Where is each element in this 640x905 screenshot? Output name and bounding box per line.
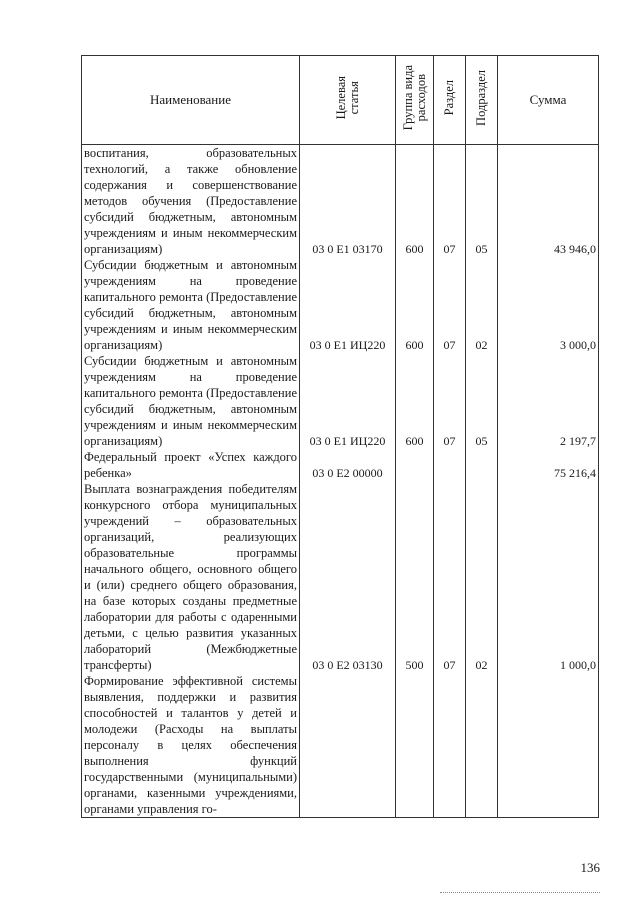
table-row: [82, 673, 599, 818]
row-code: 03 0 Е1 03170: [300, 145, 396, 258]
row-name: Выплата вознаграждения победителям конкурсного отбора муниципальных учреждений – образовательных организаций, реализующих образовательные программы начального общего, основного общего и (или) среднего общего образования, на базе которых созданы предметные лаборатории для работы с одаренными детьми, с целью развития указанных лабораторий (Межбюджетные трансферты): [82, 481, 300, 673]
table-row: [82, 353, 599, 449]
row-section: [434, 673, 466, 818]
row-section: [434, 449, 466, 481]
row-group: [396, 673, 434, 818]
table-row: [82, 481, 599, 673]
row-sum: 75 216,4: [498, 449, 599, 481]
row-section: 07: [434, 257, 466, 353]
row-sum: 1 000,0: [498, 481, 599, 673]
table-row: [82, 257, 599, 353]
row-section: 07: [434, 353, 466, 449]
header-section: Раздел: [434, 56, 466, 145]
row-sum: 3 000,0: [498, 257, 599, 353]
row-subsection: 05: [466, 353, 498, 449]
row-name: Субсидии бюджетным и автономным учреждениям на проведение капитального ремонта (Предоставление субсидий бюджетным, автономным учреждениям и иным некоммерческим организациям): [82, 257, 300, 353]
row-name: Федеральный проект «Успех каждого ребенка»: [82, 449, 300, 481]
row-sum: 43 946,0: [498, 145, 599, 258]
row-subsection: 02: [466, 481, 498, 673]
table-row: [82, 145, 599, 258]
header-group: Группа вида расходов: [396, 56, 434, 145]
row-name: Формирование эффективной системы выявления, поддержки и развития способностей и талантов у детей и молодежи (Расходы на выплаты персоналу в целях обеспечения выполнения функций государственными (муниципальными) органами, казенными учреждениями, органами управления го-: [82, 673, 300, 818]
row-subsection: 02: [466, 257, 498, 353]
row-code: 03 0 Е1 ИЦ220: [300, 353, 396, 449]
row-group: 600: [396, 145, 434, 258]
row-group: 500: [396, 481, 434, 673]
header-sum: Сумма: [498, 56, 599, 145]
row-subsection: [466, 673, 498, 818]
row-group: 600: [396, 353, 434, 449]
page-number: 136: [580, 860, 600, 875]
row-subsection: 05: [466, 145, 498, 258]
row-group: 600: [396, 257, 434, 353]
row-name: воспитания, образовательных технологий, а также обновление содержания и совершенствование методов обучения (Предоставление субсидий бюджетным, автономным учреждениям и иным некоммерческим организациям): [82, 145, 300, 258]
row-sum: [498, 673, 599, 818]
row-sum: 2 197,7: [498, 353, 599, 449]
row-code: 03 0 Е2 03130: [300, 481, 396, 673]
row-section: 07: [434, 481, 466, 673]
row-group: [396, 449, 434, 481]
row-subsection: [466, 449, 498, 481]
footer-rule: [440, 892, 600, 893]
row-code: [300, 673, 396, 818]
table-row: [82, 449, 599, 481]
header-subsection: Подраздел: [466, 56, 498, 145]
row-code: 03 0 Е2 00000: [300, 449, 396, 481]
budget-table: [81, 55, 599, 818]
header-target: Целевая статья: [300, 56, 396, 145]
header-name: Наименование: [82, 56, 300, 145]
row-name: Субсидии бюджетным и автономным учреждениям на проведение капитального ремонта (Предоставление субсидий бюджетным, автономным учреждениям и иным некоммерческим организациям): [82, 353, 300, 449]
table-header-row: [82, 56, 599, 145]
row-code: 03 0 Е1 ИЦ220: [300, 257, 396, 353]
row-section: 07: [434, 145, 466, 258]
